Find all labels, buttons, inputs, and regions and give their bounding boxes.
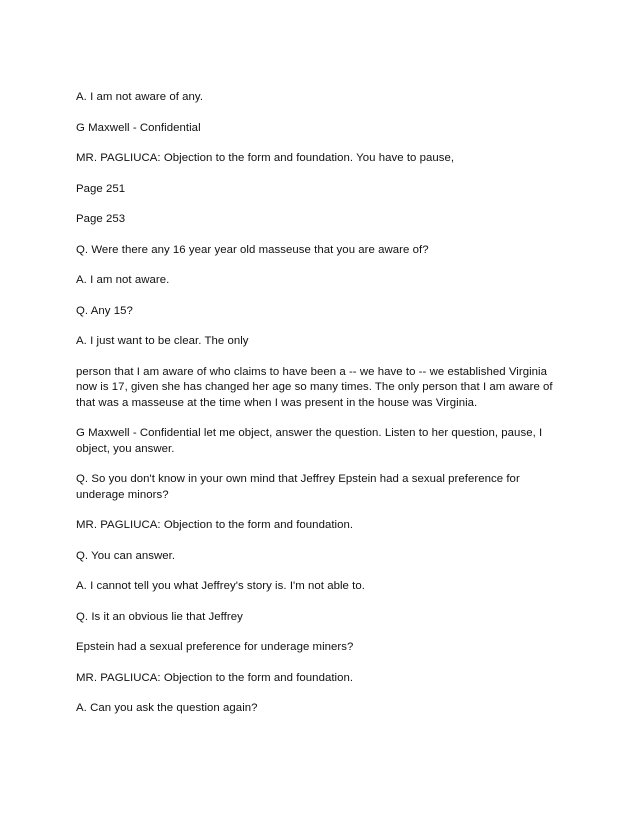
transcript-body xyxy=(76,90,556,732)
transcript-paragraph: Q. Is it an obvious lie that Jeffrey xyxy=(76,610,243,623)
transcript-paragraph: Q. Were there any 16 year year old masseuse that you are aware of? xyxy=(76,243,429,256)
transcript-paragraph: A. Can you ask the question again? xyxy=(76,702,258,714)
transcript-paragraph: MR. PAGLIUCA: Objection to the form and foundation. You have to pause, xyxy=(76,152,455,164)
transcript-paragraph: MR. PAGLIUCA: Objection to the form and foundation. xyxy=(76,519,354,531)
transcript-paragraph: A. I just want to be clear. The only xyxy=(76,335,249,347)
transcript-paragraph: Epstein had a sexual preference for underage miners? xyxy=(76,641,354,653)
transcript-paragraph: Q. You can answer. xyxy=(76,549,176,562)
transcript-paragraph: MR. PAGLIUCA: Objection to the form and foundation. xyxy=(76,671,354,684)
transcript-paragraph: Q. So you don't know in your own mind that Jeffrey Epstein had a sexual preference for underage minors? xyxy=(76,473,520,501)
transcript-paragraph: Q. Any 15? xyxy=(76,304,133,317)
transcript-paragraph: A. I am not aware of any. xyxy=(76,91,204,103)
page-number-label: Page 251 xyxy=(76,182,126,195)
transcript-paragraph: A. I am not aware. xyxy=(76,274,170,286)
transcript-paragraph: person that I am aware of who claims to have been a -- we have to -- we established Virginia now is 17, given she has changed her age so many times. The only person that I am aware of that was a masseuse at the time when I was present in the house was Virginia. xyxy=(76,365,553,409)
transcript-paragraph: G Maxwell - Confidential xyxy=(76,121,201,134)
transcript-paragraph: A. I cannot tell you what Jeffrey's story is. I'm not able to. xyxy=(76,580,365,592)
transcript-paragraph: G Maxwell - Confidential let me object, answer the question. Listen to her question, pause, I object, you answer. xyxy=(76,427,543,455)
page-number-label: Page 253 xyxy=(76,213,126,225)
